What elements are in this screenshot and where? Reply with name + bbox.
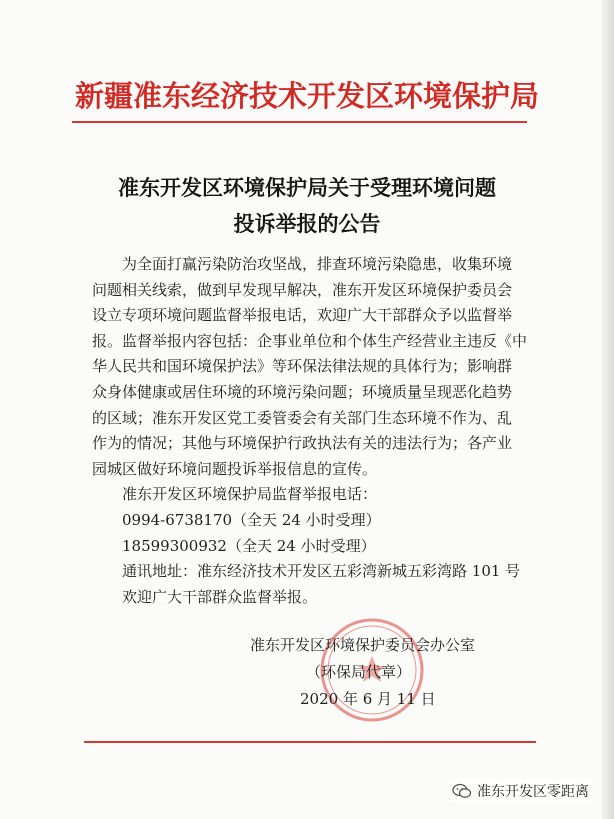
body-text xyxy=(92,252,528,610)
document-title xyxy=(0,170,614,242)
body-line: 华人民共和国环境保护法》等环保法律法规的具体行为；影响群 xyxy=(92,357,513,376)
agency-header: 新疆准东经济技术开发区环境保护局 xyxy=(74,79,539,113)
hotline-phone-1: 0994-6738170（全天 24 小时受理） xyxy=(122,510,381,529)
body-line: 园城区做好环境问题投诉举报信息的宣传。 xyxy=(92,459,378,478)
hotline-heading: 准东开发区环境保护局监督举报电话： xyxy=(122,485,378,504)
closing-line: 欢迎广大干部群众监督举报。 xyxy=(122,587,318,606)
seal-note: （环保局代章） xyxy=(306,663,412,681)
footer-red-rule xyxy=(84,741,536,743)
mailing-address: 通讯地址：准东经济技术开发区五彩湾新城五彩湾路 101 号 xyxy=(122,562,521,581)
body-line: 设立专项环境问题监督举报电话，欢迎广大干部群众予以监督举 xyxy=(92,306,513,325)
title-line-2: 投诉举报的公告 xyxy=(233,211,381,236)
body-line: 为全面打赢污染防治攻坚战，排查环境污染隐患，收集环境 xyxy=(122,255,513,273)
page-edge xyxy=(602,0,614,819)
body-line: 的区域；准东开发区党工委管委会有关部门生态环境不作为、乱 xyxy=(92,408,513,427)
body-line: 报。监督举报内容包括：企事业单位和个体生产经营业主违反《中 xyxy=(92,331,528,350)
body-line: 作为的情况；其他与环境保护行政执法有关的违法行为；各产业 xyxy=(92,434,513,453)
body-line: 问题相关线索，做到早发现早解决，准东开发区环境保护委员会 xyxy=(92,280,513,299)
issue-date: 2020 年 6 月 11 日 xyxy=(300,690,436,708)
header-red-rule xyxy=(72,121,527,123)
signing-office: 准东开发区环境保护委员会办公室 xyxy=(250,636,476,654)
hotline-phone-2: 18599300932（全天 24 小时受理） xyxy=(122,536,376,555)
signature-block xyxy=(250,632,510,713)
watermark-account: 准东开发区零距离 xyxy=(477,784,589,800)
body-line: 众身体健康或居住环境的环境污染问题；环境质量呈现恶化趋势 xyxy=(92,382,513,401)
wechat-icon xyxy=(452,783,472,799)
wechat-watermark xyxy=(448,779,593,803)
title-line-1: 准东开发区环境保护局关于受理环境问题 xyxy=(118,175,496,200)
